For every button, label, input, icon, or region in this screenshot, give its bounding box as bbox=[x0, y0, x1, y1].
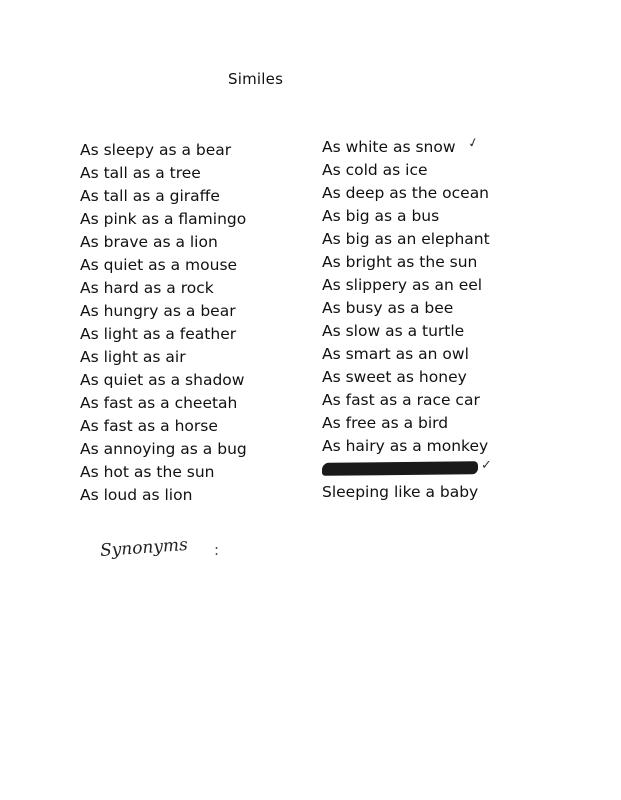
check-mark-icon: ✓ bbox=[466, 134, 481, 153]
redaction-scribble bbox=[322, 461, 478, 476]
simile-item: As loud as lion bbox=[80, 486, 193, 504]
simile-item: As smart as an owl bbox=[322, 345, 469, 363]
similes-right-column bbox=[322, 136, 490, 504]
check-mark-icon: ✓ bbox=[481, 458, 492, 473]
simile-item: As big as a bus bbox=[322, 207, 440, 225]
simile-item: As hairy as a monkey bbox=[322, 437, 489, 455]
simile-item: As slow as a turtle bbox=[322, 322, 465, 340]
simile-item: As fast as a race car bbox=[322, 391, 480, 409]
simile-item: As tall as a giraffe bbox=[80, 187, 220, 205]
simile-item: As annoying as a bug bbox=[80, 440, 247, 458]
simile-item: As hot as the sun bbox=[80, 463, 215, 481]
simile-item: As quiet as a mouse bbox=[80, 256, 238, 274]
simile-item: As sleepy as a bear bbox=[80, 141, 232, 159]
simile-item: As slippery as an eel bbox=[322, 276, 483, 294]
simile-item: As cold as ice bbox=[322, 161, 428, 179]
simile-item: As deep as the ocean bbox=[322, 184, 490, 202]
handwritten-synonyms-label: Synonyms bbox=[99, 534, 189, 562]
simile-item: As pink as a flamingo bbox=[80, 210, 247, 228]
simile-item: As hard as a rock bbox=[80, 279, 214, 297]
handwritten-colon: : bbox=[214, 541, 220, 559]
similes-left-column bbox=[80, 139, 247, 507]
simile-item: As white as snow bbox=[322, 138, 456, 156]
simile-item-last: Sleeping like a baby bbox=[322, 483, 479, 501]
simile-item: As fast as a horse bbox=[80, 417, 218, 435]
simile-item: As light as a feather bbox=[80, 325, 237, 343]
simile-item: As big as an elephant bbox=[322, 230, 490, 248]
simile-item: As fast as a cheetah bbox=[80, 394, 238, 412]
simile-item: As bright as the sun bbox=[322, 253, 478, 271]
simile-item: As hungry as a bear bbox=[80, 302, 236, 320]
simile-item: As tall as a tree bbox=[80, 164, 201, 182]
simile-item: As brave as a lion bbox=[80, 233, 218, 251]
simile-item: As light as air bbox=[80, 348, 186, 366]
simile-item: As sweet as honey bbox=[322, 368, 467, 386]
simile-item: As free as a bird bbox=[322, 414, 449, 432]
simile-item: As quiet as a shadow bbox=[80, 371, 245, 389]
simile-item: As busy as a bee bbox=[322, 299, 454, 317]
page-title: Similes bbox=[228, 70, 284, 88]
